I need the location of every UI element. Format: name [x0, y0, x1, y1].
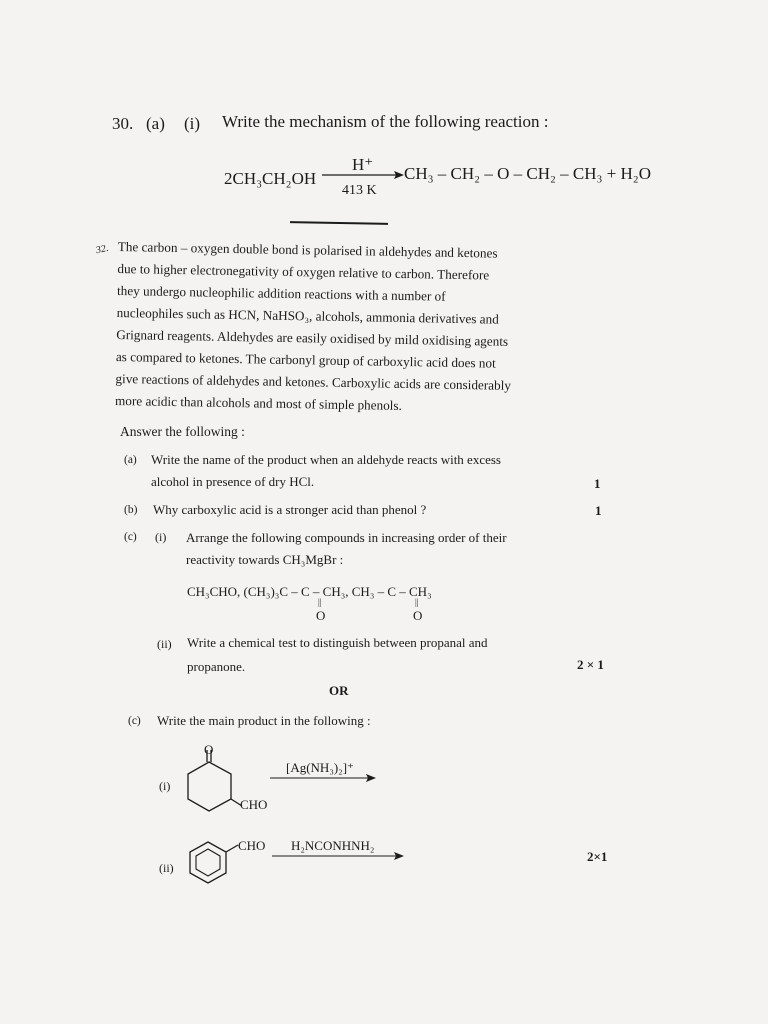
or-separator: OR	[329, 683, 349, 698]
part-c-alt-i-label: (i)	[159, 779, 171, 793]
double-bond-1: ||	[318, 597, 322, 607]
passage-line-5: Grignard reagents. Aldehydes are easily oxidised by mild oxidising agents	[116, 326, 509, 349]
passage-line-3: they undergo nucleophilic addition reactions with a number of	[116, 282, 446, 304]
reaction-arrow	[322, 168, 404, 182]
part-c-alt-ii-reagent: H₂NCONHNH₂	[291, 838, 375, 853]
part-b-marks: 1	[595, 503, 602, 518]
question-30-part-a: (a)	[146, 114, 165, 133]
passage-line-2: due to higher electronegativity of oxygen relative to carbon. Therefore	[117, 260, 490, 283]
part-a-line-2: alcohol in presence of dry HCl.	[151, 474, 315, 489]
ketone-oxygen: O	[204, 742, 214, 757]
part-c-ii-line-2: propanone.	[187, 659, 246, 674]
part-a-marks: 1	[594, 476, 601, 491]
part-c-alt-i-group: CHO	[240, 797, 268, 812]
passage-line-8: more acidic than alcohols and most of simple phenols.	[114, 392, 402, 413]
double-bond-2: ||	[415, 597, 419, 607]
part-c-alt-label: (c)	[128, 715, 141, 727]
answer-prompt: Answer the following :	[120, 424, 245, 439]
carbonyl-oxygen-1: O	[316, 608, 326, 623]
passage-line-7: give reactions of aldehydes and ketones. Carboxylic acids are considerably	[115, 370, 512, 393]
reaction-condition: 413 K	[342, 183, 377, 198]
part-c-i-line-2: reactivity towards CH₃MgBr :	[186, 552, 344, 567]
benzene-ring	[186, 836, 246, 892]
carbonyl-oxygen-2: O	[413, 608, 423, 623]
question-30-number: 30.	[112, 114, 134, 133]
reaction-arrow-i	[270, 772, 376, 784]
part-c-alt-marks: 2×1	[587, 849, 608, 864]
question-32-number: 32.	[94, 242, 110, 257]
part-c-alt-ii-group: CHO	[238, 838, 266, 853]
reaction-product: CH₃ – CH₂ – O – CH₂ – CH₃ + H₂O	[404, 164, 652, 183]
part-c-label: (c)	[124, 531, 137, 543]
part-c-ii-line-1: Write a chemical test to distinguish between propanal and	[187, 635, 488, 650]
question-30-instruction: Write the mechanism of the following reaction :	[222, 112, 549, 131]
passage	[115, 236, 513, 419]
passage-line-1: The carbon – oxygen double bond is polarised in aldehydes and ketones	[117, 238, 498, 261]
part-c-alt-text: Write the main product in the following :	[157, 713, 371, 728]
part-b-label: (b)	[124, 504, 138, 516]
part-a-line-1: Write the name of the product when an aldehyde reacts with excess	[151, 452, 501, 467]
question-30-part-i: (i)	[184, 114, 201, 133]
part-c-ii-label: (ii)	[157, 637, 172, 651]
part-a-label: (a)	[124, 454, 137, 466]
part-c-alt-ii-label: (ii)	[159, 861, 174, 875]
passage-line-6: as compared to ketones. The carbonyl group of carboxylic acid does not	[115, 348, 496, 371]
compounds-list: CH₃CHO, (CH₃)₃C – C – CH₃, CH₃ – C – CH₃	[187, 584, 432, 599]
reaction-arrow-ii	[272, 850, 404, 862]
part-c-i-line-1: Arrange the following compounds in increasing order of their	[186, 530, 507, 545]
reaction-catalyst: H⁺	[352, 155, 374, 174]
part-c-i-label: (i)	[155, 530, 167, 544]
part-c-alt-i-reagent: [Ag(NH₃)₂]⁺	[286, 760, 354, 775]
part-c-marks: 2 × 1	[577, 657, 604, 672]
part-b-text: Why carboxylic acid is a stronger acid than phenol ?	[153, 502, 427, 517]
passage-line-4: nucleophiles such as HCN, NaHSO₃, alcohols, ammonia derivatives and	[116, 304, 499, 327]
separator-line	[290, 221, 388, 225]
reaction-reactant: 2CH₃CH₂OH	[224, 169, 317, 188]
